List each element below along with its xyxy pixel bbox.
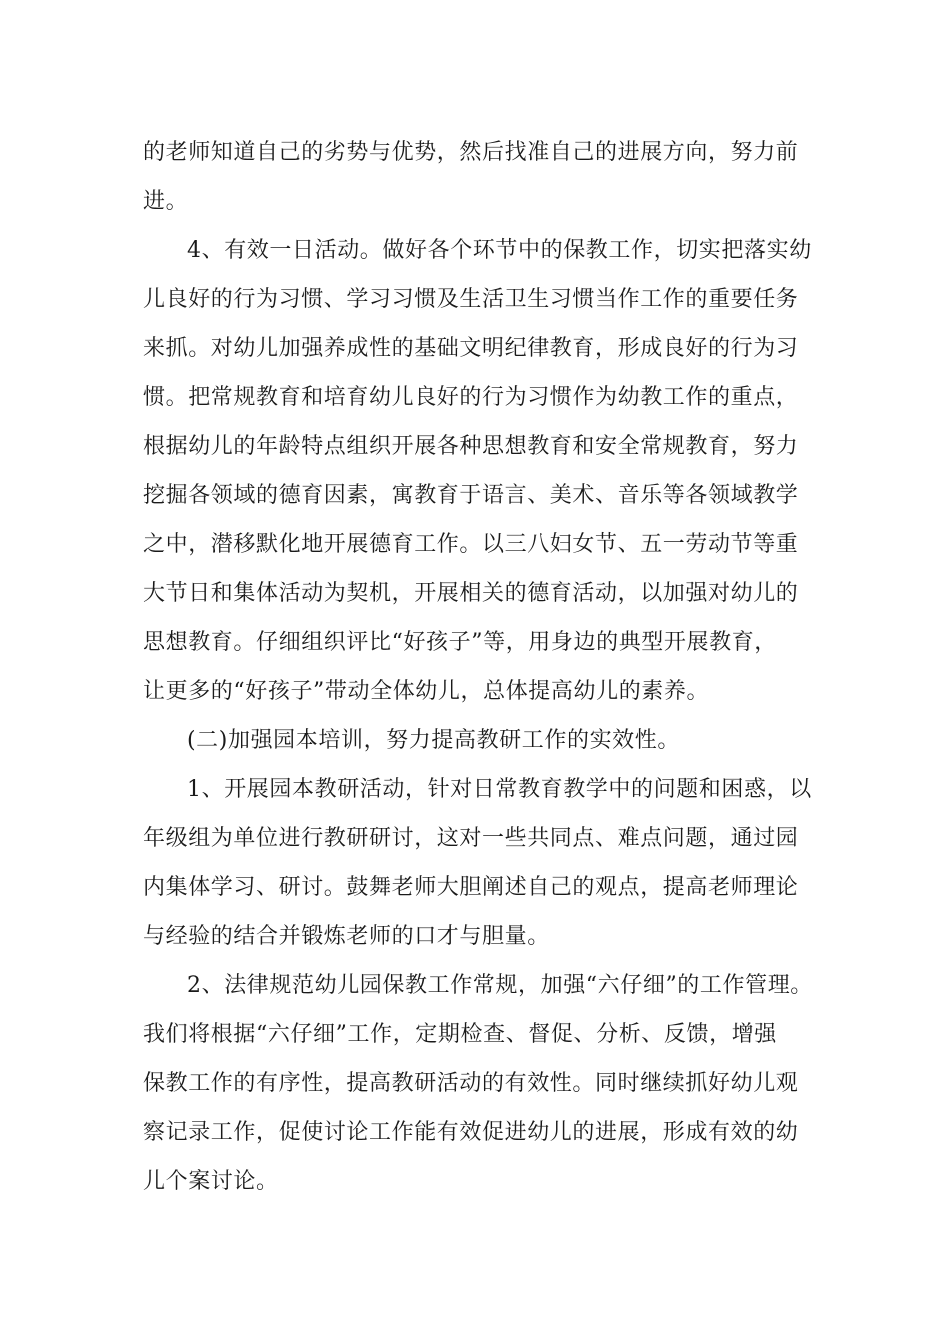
text-line: 大节日和集体活动为契机，开展相关的德育活动，以加强对幼儿的 <box>143 581 799 606</box>
text-line: 年级组为单位进行教研研讨，这对一些共同点、难点问题，通过园 <box>143 826 799 851</box>
text-line: 来抓。对幼儿加强养成性的基础文明纪律教育，形成良好的行为习 <box>143 336 799 361</box>
text-line: 我们将根据“六仔细”工作，定期检查、督促、分析、反馈，增强 <box>143 1022 777 1047</box>
text-line: 与经验的结合并锻炼老师的口才与胆量。 <box>143 924 550 949</box>
paragraph-item-1 <box>143 765 823 961</box>
text-line: 保教工作的有序性，提高教研活动的有效性。同时继续抓好幼儿观 <box>143 1071 799 1096</box>
text-line: 内集体学习、研讨。鼓舞老师大胆阐述自己的观点，提高老师理论 <box>143 875 799 900</box>
text-line: 儿个案讨论。 <box>143 1169 279 1194</box>
paragraph-item-4 <box>143 226 823 716</box>
text-line: 让更多的“好孩子”带动全体幼儿，总体提高幼儿的素养。 <box>143 679 710 704</box>
text-line: 思想教育。仔细组织评比“好孩子”等，用身边的典型开展教育， <box>143 630 777 655</box>
text-line: 2、法律规范幼儿园保教工作常规，加强“六仔细”的工作管理。 <box>187 973 813 998</box>
text-line: 察记录工作，促使讨论工作能有效促进幼儿的进展，形成有效的幼 <box>143 1120 799 1145</box>
text-line: 的老师知道自己的劣势与优势，然后找准自己的进展方向，努力前 <box>143 140 799 165</box>
document-body <box>143 128 823 1206</box>
text-line: 惯。把常规教育和培育幼儿良好的行为习惯作为幼教工作的重点， <box>143 385 799 410</box>
text-line: 挖掘各领域的德育因素，寓教育于语言、美术、音乐等各领域教学 <box>143 483 799 508</box>
text-line: 1、开展园本教研活动，针对日常教育教学中的问题和困惑，以 <box>187 777 812 802</box>
text-line: 4、有效一日活动。做好各个环节中的保教工作，切实把落实幼 <box>187 238 812 263</box>
paragraph-continuation <box>143 128 823 226</box>
text-line: (二)加强园本培训，努力提高教研工作的实效性。 <box>187 728 680 753</box>
section-heading <box>143 716 823 765</box>
text-line: 根据幼儿的年龄特点组织开展各种思想教育和安全常规教育，努力 <box>143 434 799 459</box>
text-line: 进。 <box>143 189 189 214</box>
text-line: 之中，潜移默化地开展德育工作。以三八妇女节、五一劳动节等重 <box>143 532 799 557</box>
text-line: 儿良好的行为习惯、学习习惯及生活卫生习惯当作工作的重要任务 <box>143 287 799 312</box>
paragraph-item-2 <box>143 961 823 1206</box>
